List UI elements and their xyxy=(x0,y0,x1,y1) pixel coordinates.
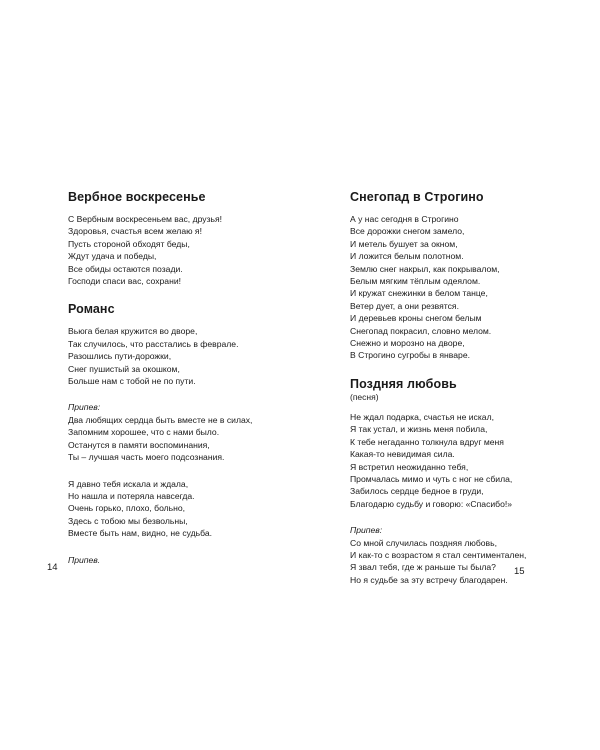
verse-line: Снежно и морозно на дворе, xyxy=(350,338,465,349)
verse-line: Снегопад покрасил, словно мелом. xyxy=(350,325,492,336)
verse-line: Землю снег накрыл, как покрывалом, xyxy=(350,263,500,274)
verse-line: Ждут удача и победы, xyxy=(68,251,157,262)
poem-title: Поздняя любовь xyxy=(350,376,457,391)
verse-line: И как-то с возрастом я стал сентиментален, xyxy=(350,549,527,560)
verse-line: Больше нам с тобой не по пути. xyxy=(68,376,196,387)
verse-line: Со мной случилась поздняя любовь, xyxy=(350,537,497,548)
poem-title: Вербное воскресенье xyxy=(68,190,206,204)
stanza xyxy=(350,213,590,362)
verse-line: Господи спаси вас, сохрани! xyxy=(68,276,182,287)
verse-line: Какая-то невидимая сила. xyxy=(350,449,455,460)
poem-title: Снегопад в Строгино xyxy=(350,190,484,204)
verse-line: Все обиды остаются позади. xyxy=(68,263,183,274)
verse-line: И деревьев кроны снегом белым xyxy=(350,313,482,324)
verse-line: Останутся в памяти воспоминания, xyxy=(68,439,210,450)
verse-line: К тебе негаданно толкнула вдруг меня xyxy=(350,436,504,447)
verse-line: Но нашла и потеряла навсегда. xyxy=(68,490,195,501)
verse-line: И ложится белым полотном. xyxy=(350,251,464,262)
verse-line: Благодарю судьбу и говорю: «Спасибо!» xyxy=(350,498,513,509)
verse-line: Но я судьбе за эту встречу благодарен. xyxy=(350,574,508,585)
verse-line: Забилось сердце бедное в груди, xyxy=(350,486,484,497)
verse-line: И кружат снежинки в белом танце, xyxy=(350,288,488,299)
poem-title: Романс xyxy=(68,302,115,317)
verse-line: Здоровья, счастья всем желаю я! xyxy=(68,226,202,237)
verse-line: Припев: xyxy=(68,402,101,413)
verse-line: Белым мягким тёплым одеялом. xyxy=(350,276,481,287)
refrain-marker xyxy=(350,524,590,536)
stanza xyxy=(68,478,293,540)
verse-line: В Строгино сугробы в январе. xyxy=(350,350,470,361)
verse-line: Промчалась мимо и чуть с ног не сбила, xyxy=(350,473,513,484)
verse-line: С Вербным воскресеньем вас, друзья! xyxy=(68,214,223,224)
verse-line: Разошлись пути-дорожки, xyxy=(68,351,172,362)
verse-line: Вьюга белая кружится во дворе, xyxy=(68,326,198,337)
verse-line: Вместе быть нам, видно, не судьба. xyxy=(68,528,213,539)
verse-line: Два любящих сердца быть вместе не в силах, xyxy=(68,414,253,425)
verse-line: Припев: xyxy=(350,525,383,536)
page-number-left: 14 xyxy=(47,562,58,573)
verse-line: Я давно тебя искала и ждала, xyxy=(68,478,189,489)
verse-line: Я встретил неожиданно тебя, xyxy=(350,461,469,472)
verse-line: Я звал тебя, где ж раньше ты была? xyxy=(350,562,496,573)
poem-subtitle: (песня) xyxy=(350,391,379,402)
verse-line: Так случилось, что расстались в феврале. xyxy=(68,338,239,349)
refrain-marker xyxy=(68,554,293,566)
right-page-content xyxy=(350,189,590,600)
poem xyxy=(68,189,293,287)
verse-line: Запомним хорошее, что с нами было. xyxy=(68,427,220,438)
verse-line: Все дорожки снегом замело, xyxy=(350,226,465,237)
left-page-content xyxy=(68,189,293,580)
verse-line: Не ждал подарка, счастья не искал, xyxy=(350,411,494,422)
refrain-marker xyxy=(68,401,293,413)
verse-line: Ты – лучшая часть моего подсознания. xyxy=(68,452,225,463)
verse-line: А у нас сегодня в Строгино xyxy=(350,214,459,224)
verse-line: Припев. xyxy=(68,554,101,565)
verse-line: Очень горько, плохо, больно, xyxy=(68,503,186,514)
stanza xyxy=(350,411,590,510)
verse-line: И метель бушует за окном, xyxy=(350,238,458,249)
verse-line: Снег пушистый за окошком, xyxy=(68,363,180,374)
right-page xyxy=(300,0,600,750)
verse-line: Я так устал, и жизнь меня побила, xyxy=(350,424,488,435)
stanza xyxy=(68,325,293,387)
verse-line: Пусть стороной обходят беды, xyxy=(68,238,190,249)
stanza xyxy=(68,213,293,287)
page-number-right: 15 xyxy=(514,566,525,577)
poem xyxy=(68,301,293,566)
stanza xyxy=(68,414,293,464)
poem xyxy=(350,189,590,362)
verse-line: Здесь с тобою мы безвольны, xyxy=(68,515,188,526)
stanza xyxy=(350,537,590,587)
verse-line: Ветер дует, а они резвятся. xyxy=(350,300,459,311)
poem xyxy=(350,376,590,586)
